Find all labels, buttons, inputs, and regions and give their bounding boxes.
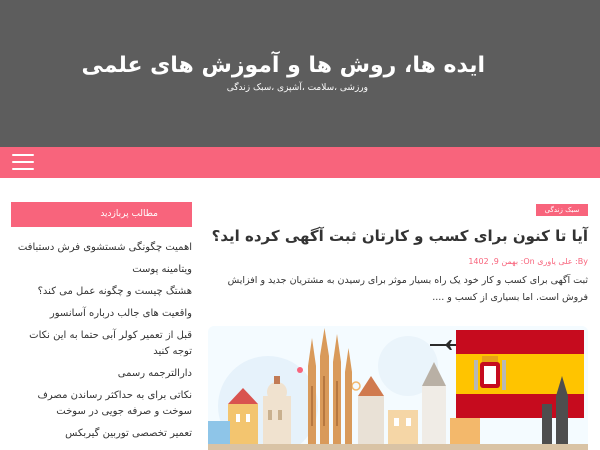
list-item[interactable]: [11, 426, 192, 442]
list-item[interactable]: [11, 306, 192, 322]
spain-travel-illustration: [208, 326, 588, 450]
site-title[interactable]: ایده ها، روش ها و آموزش های علمی: [81, 53, 485, 78]
post-link[interactable]: تعمیر تخصصی توربین گیربکس: [65, 428, 192, 439]
widget-title: مطالب پربازدید: [11, 202, 192, 226]
post-excerpt: ثبت آگهی برای کسب و کار خود یک راه بسیار موثر برای رسیدن به مشتریان جدید و افزایش فروش است. اما بسیاری از کسب و ....: [227, 275, 588, 303]
post-link[interactable]: نکاتی برای به حداکثر رساندن مصرف سوخت و صرفه جویی در سوخت: [37, 390, 192, 417]
category-badge[interactable]: سبک زندگی: [536, 204, 588, 216]
list-item[interactable]: [11, 240, 192, 256]
site-description: ورزشی ،سلامت ،آشپزی ،سبک زندگی: [226, 83, 368, 93]
list-item[interactable]: [11, 328, 192, 360]
widget-divider: [11, 226, 192, 227]
hamburger-icon[interactable]: [12, 154, 34, 170]
post-link[interactable]: ویتامینه پوست: [132, 264, 192, 275]
post-link[interactable]: هشتگ چیست و چگونه عمل می کند؟: [37, 286, 192, 297]
post-link[interactable]: اهمیت چگونگی شستشوی فرش دستبافت: [17, 242, 192, 253]
list-item[interactable]: [11, 262, 192, 278]
popular-posts-list: [11, 240, 192, 442]
site-header: [0, 0, 600, 147]
list-item[interactable]: [11, 284, 192, 300]
post-link[interactable]: واقعیت های جالب درباره آسانسور: [49, 308, 192, 319]
post-meta: By: علی یاوری On: بهمن 9, 1402: [468, 257, 588, 266]
post-link[interactable]: قبل از تعمیر کولر آبی حتما به این نکات توجه کنید: [29, 330, 192, 357]
featured-image[interactable]: [208, 326, 588, 450]
list-item[interactable]: [11, 366, 192, 382]
post-link[interactable]: دارالترجمه رسمی: [117, 368, 192, 379]
post-title[interactable]: آیا تا کنون برای کسب و کارتان ثبت آگهی کرده اید؟: [211, 227, 588, 245]
main-navigation: [0, 147, 600, 178]
list-item[interactable]: [11, 388, 192, 420]
